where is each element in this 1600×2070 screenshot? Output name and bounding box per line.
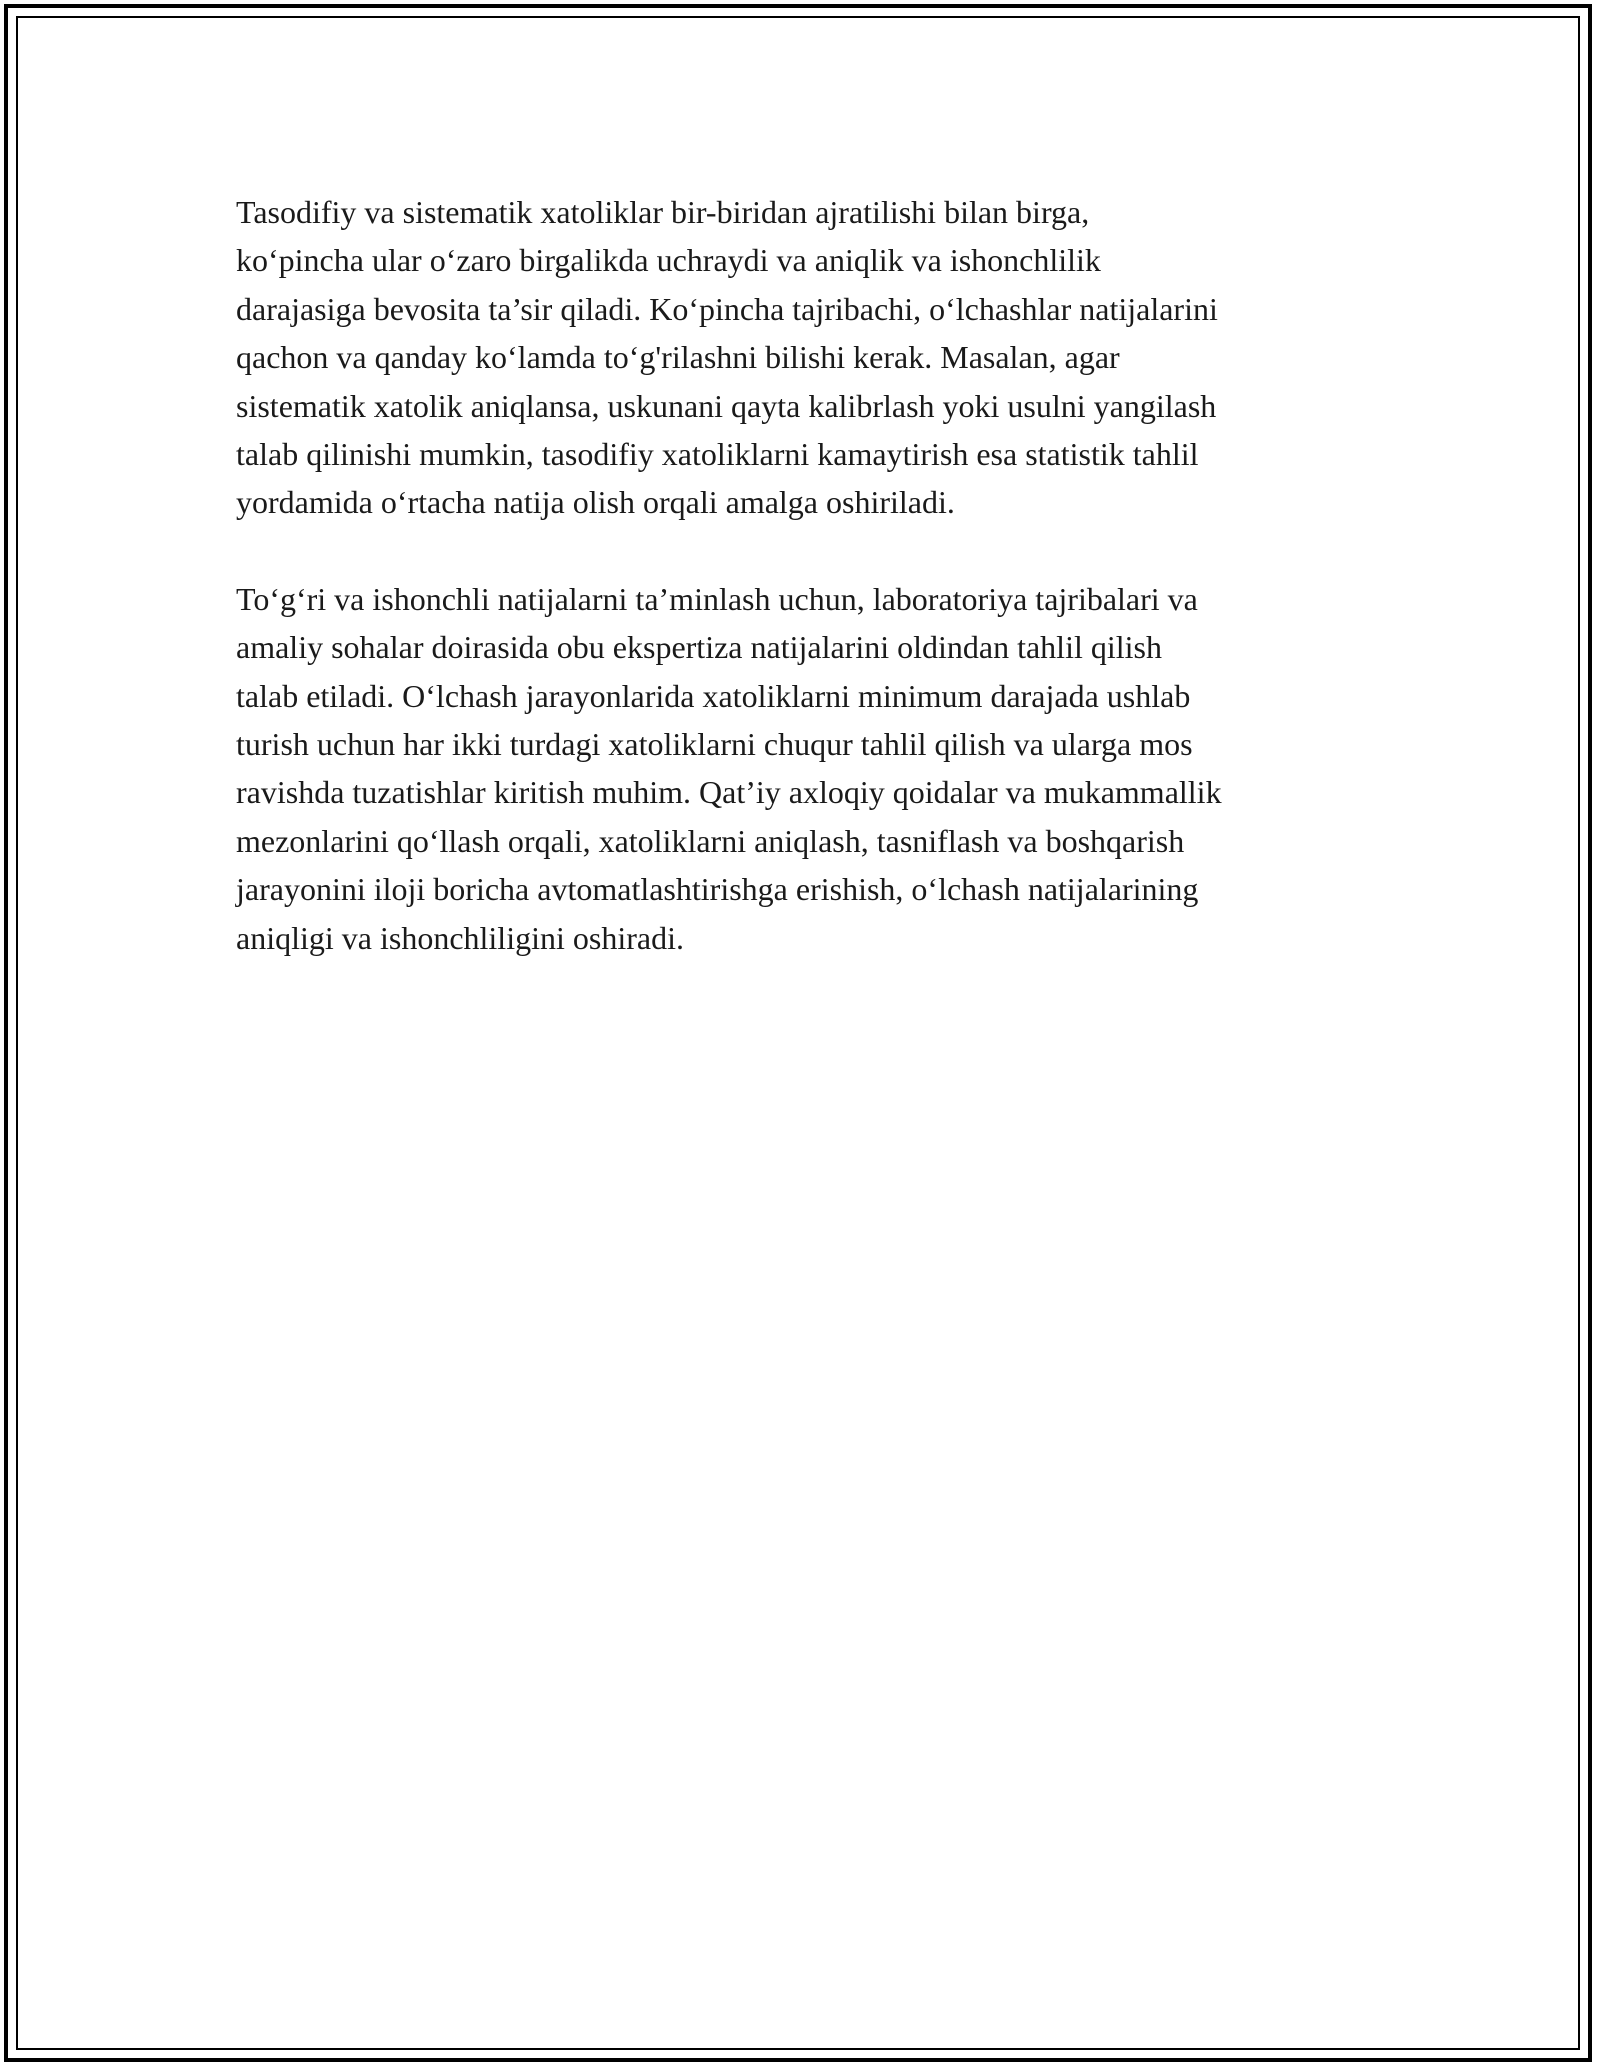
paragraph-2: [236, 575, 1376, 962]
text-line: mezonlarini qo‘llash orqali, xatoliklarni aniqlash, tasniflash va boshqarish: [236, 822, 1185, 859]
text-line: ravishda tuzatishlar kiritish muhim. Qat’iy axloqiy qoidalar va mukammallik: [236, 774, 1222, 811]
text-line: ko‘pincha ular o‘zaro birgalikda uchraydi va aniqlik va ishonchlilik: [236, 242, 1101, 279]
text-line: yordamida o‘rtacha natija olish orqali amalga oshiriladi.: [236, 484, 955, 521]
text-line: turish uchun har ikki turdagi xatoliklarni chuqur tahlil qilish va ularga mos: [236, 726, 1193, 763]
text-line: talab etiladi. O‘lchash jarayonlarida xatoliklarni minimum darajada ushlab: [236, 677, 1191, 714]
text-line: qachon va qanday ko‘lamda to‘g'rilashni bilishi kerak. Masalan, agar: [236, 339, 1120, 376]
text-line: aniqligi va ishonchliligini oshiradi.: [236, 919, 684, 956]
text-line: sistematik xatolik aniqlansa, uskunani qayta kalibrlash yoki usulni yangilash: [236, 387, 1217, 424]
text-line: amaliy sohalar doirasida obu ekspertiza natijalarini oldindan tahlil qilish: [236, 629, 1162, 666]
text-line: jarayonini iloji boricha avtomatlashtirishga erishish, o‘lchash natijalarining: [236, 871, 1199, 908]
document-body: [236, 188, 1376, 962]
text-line: talab qilinishi mumkin, tasodifiy xatoliklarni kamaytirish esa statistik tahlil: [236, 436, 1199, 473]
text-line: Tasodifiy va sistematik xatoliklar bir-biridan ajratilishi bilan birga,: [236, 194, 1090, 230]
text-line: darajasiga bevosita ta’sir qiladi. Ko‘pincha tajribachi, o‘lchashlar natijalarini: [236, 290, 1218, 327]
paragraph-1: [236, 188, 1376, 527]
text-line: To‘g‘ri va ishonchli natijalarni ta’minlash uchun, laboratoriya tajribalari va: [236, 580, 1198, 617]
